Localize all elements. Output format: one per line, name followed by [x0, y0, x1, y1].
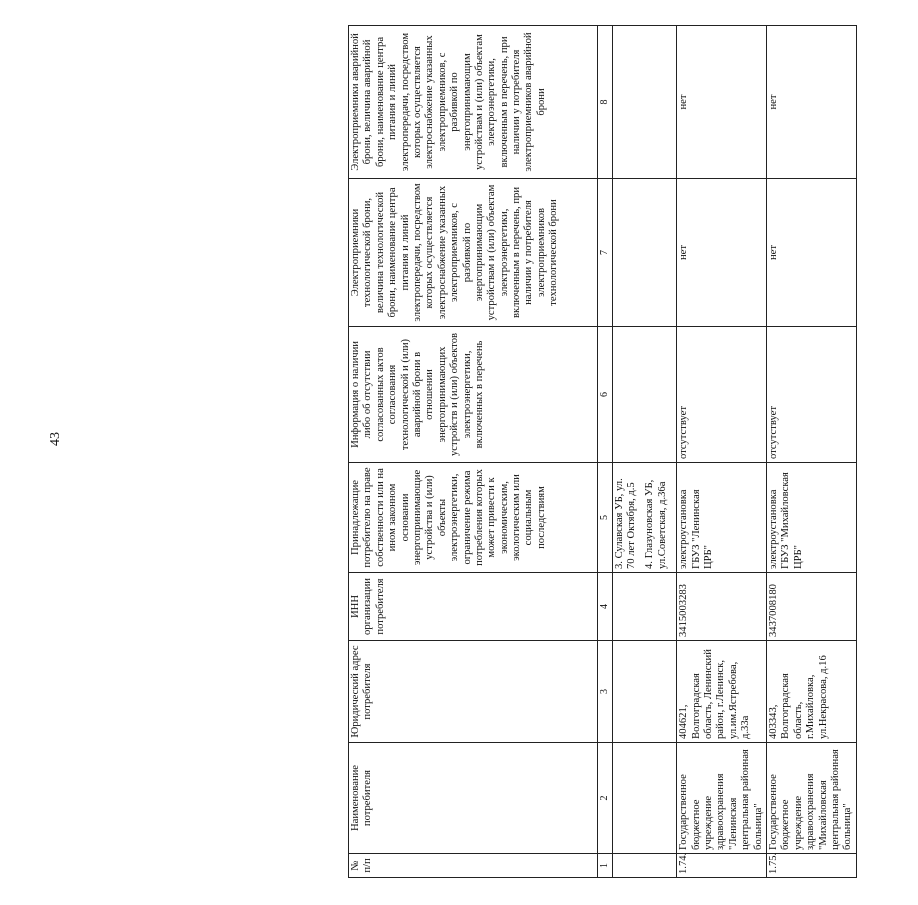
devices-cell: [612, 463, 677, 573]
tech-reserve: [612, 179, 677, 327]
inn: 3415003283: [677, 573, 767, 641]
emergency-reserve: [612, 26, 677, 179]
header-cell-emergency-reserve: Электроприемники аварийной брони, величина аварийной брони, наименование центра питания и линий электропередачи, посредством которых осуществляется электроснабжение указанных электроприемников, с разбивкой по энергопринимающим устройствам и (или) объектам электроэнергетики, включенным в перечень, при наличии у потребителя электроприемников аварийной брони: [349, 26, 598, 179]
devices-cell: [766, 463, 856, 573]
device-item: 4. Глазуновская УБ, ул.Советская, д.36а: [644, 479, 668, 569]
consumer-name: [612, 743, 677, 854]
consumer-name: Государственное бюджетное учреждение здравоохранения "Ленинская центральная районная больница": [677, 743, 767, 854]
inn: [612, 573, 677, 641]
header-cell-inn: ИНН организации потребителя: [349, 573, 598, 641]
column-number: 2: [598, 743, 613, 854]
acts-info: отсутствует: [677, 327, 767, 463]
consumer-name: Государственное бюджетное учреждение здравоохранения "Михайловская центральная районная больница": [766, 743, 856, 854]
acts-info: отсутствует: [766, 327, 856, 463]
legal-address: [612, 641, 677, 743]
inn: 3437008180: [766, 573, 856, 641]
column-number: 6: [598, 327, 613, 463]
header-cell-tech-reserve: Электроприемники технологической брони, величина технологической брони, наименование центра питания и линий электропередачи, посредством которых осуществляется электроснабжение указанных электроприемников, с разбивкой по энергопринимающим устройствам и (или) объектам электроэнергетики, включенным в перечень, при наличии у потребителя электроприемников технологической брони: [349, 179, 598, 327]
column-numbers-row: [598, 26, 613, 878]
row-number: 1.75.: [766, 854, 856, 878]
header-cell-number: № п/п: [349, 854, 598, 878]
device-item: электроустановка ГБУЗ "Михайловская ЦРБ": [767, 472, 804, 569]
legal-address: 403343, Волгоградская область, г.Михайловка, ул.Некрасова, д.16: [766, 641, 856, 743]
header-cell-acts: Информация о наличии либо об отсутствии согласованных актов согласования технологической и (или) аварийной брони в отношении энергопринимающих устройств и (или) объектов электроэнергетики, включенных в перечень: [349, 327, 598, 463]
consumers-table: [348, 25, 857, 878]
header-cell-name: Наименование потребителя: [349, 743, 598, 854]
device-item: электроустановка ГБУЗ "Ленинская ЦРБ": [678, 489, 715, 569]
column-number: 3: [598, 641, 613, 743]
legal-address: 404621, Волгоградская область, Ленинский район, г.Ленинск, ул.им.Ястребова, д.33а: [677, 641, 767, 743]
acts-info: [612, 327, 677, 463]
table-row-continuation: [612, 26, 677, 878]
table-row: [677, 26, 767, 878]
tech-reserve: нет: [766, 179, 856, 327]
devices-cell: [677, 463, 767, 573]
emergency-reserve: нет: [677, 26, 767, 179]
row-number: [612, 854, 677, 878]
column-number: 1: [598, 854, 613, 878]
header-cell-address: Юридический адрес потребителя: [349, 641, 598, 743]
table-header-row: [349, 26, 598, 878]
device-item: 3. Сулавская УБ, ул. 70 лет Октября, д.5: [613, 478, 638, 569]
row-number: 1.74.: [677, 854, 767, 878]
rotated-table-container: [348, 8, 918, 878]
column-number: 4: [598, 573, 613, 641]
header-cell-devices: Принадлежащие потребителю на праве собственности или на ином законном основании энергопринимающие устройства и (или) объекты электроэнергетики, ограничение режима потребления которых может привести к экономическим, экологическим или социальным последствиям: [349, 463, 598, 573]
column-number: 7: [598, 179, 613, 327]
page-number: 43: [48, 432, 63, 446]
column-number: 8: [598, 26, 613, 179]
table-row: [766, 26, 856, 878]
tech-reserve: нет: [677, 179, 767, 327]
column-number: 5: [598, 463, 613, 573]
emergency-reserve: нет: [766, 26, 856, 179]
